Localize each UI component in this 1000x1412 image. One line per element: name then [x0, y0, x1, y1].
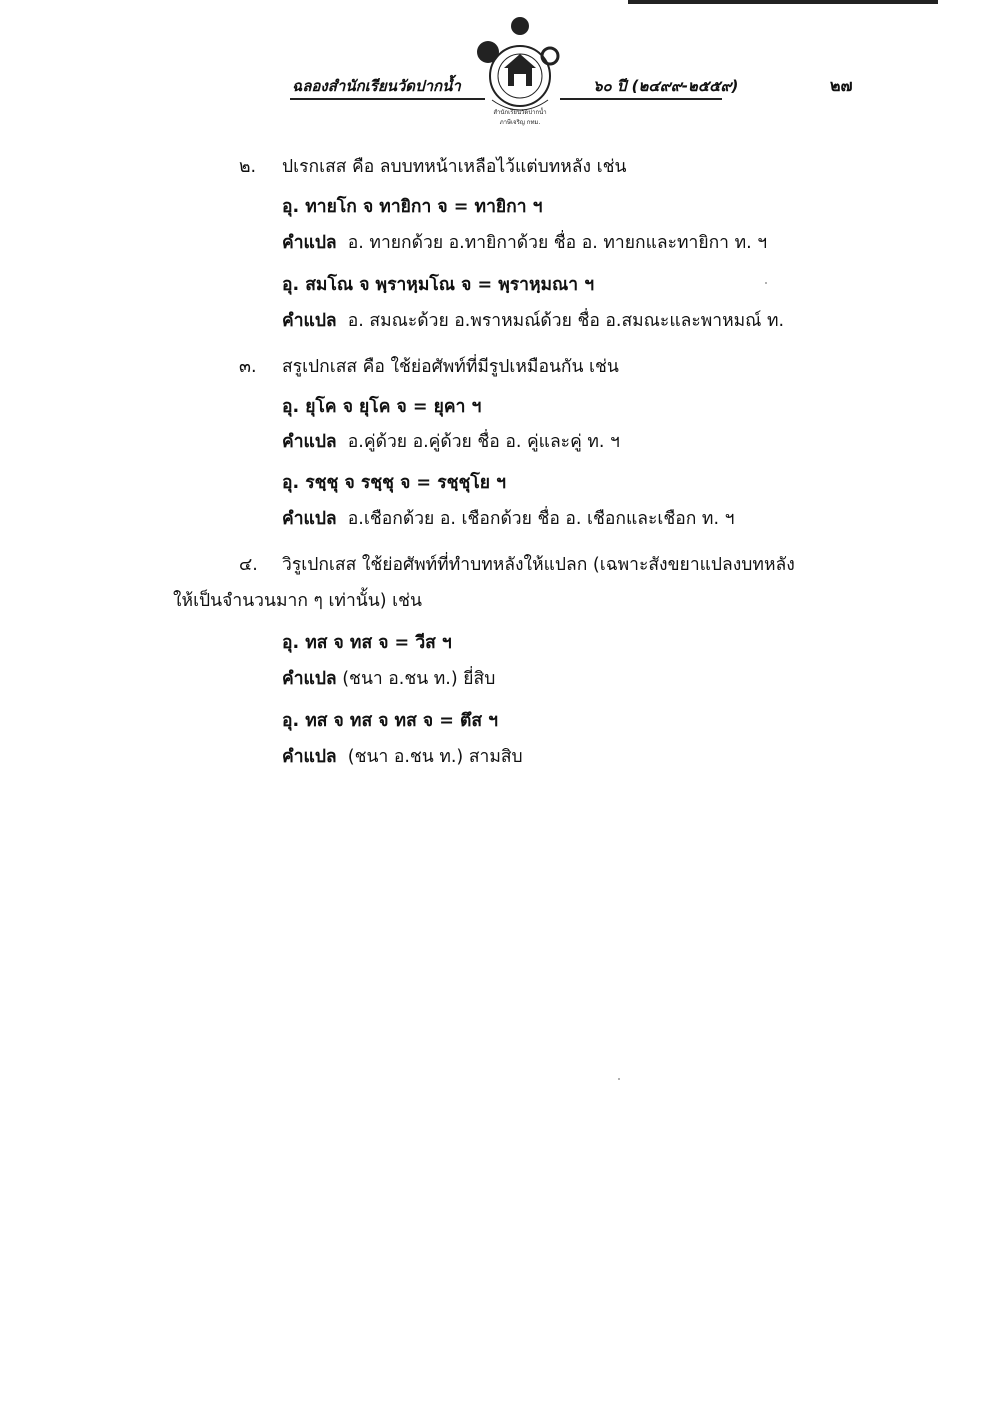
translation-label: คำแปล: [282, 669, 337, 689]
translation-label: คำแปล: [282, 432, 337, 452]
section-4-translation-1: [282, 668, 495, 690]
translation-text: อ.คู่ด้วย อ.คู่ด้วย ชื่อ อ. คู่และคู่ ท. ฯ: [347, 432, 620, 452]
section-3-translation-2: [282, 508, 734, 530]
section-3-translation-1: [282, 431, 620, 453]
logo-text-top: สำนักเรียนวัดปากน้ำ: [493, 109, 547, 116]
header-right-title: ๖๐ ปี (๒๔๙๙-๒๕๕๙): [593, 77, 739, 95]
section-3-number: ๓.: [239, 357, 257, 377]
section-4-heading-line-2: ให้เป็นจำนวนมาก ๆ เท่านั้น) เช่น: [173, 591, 422, 611]
scan-speck: [765, 282, 767, 284]
translation-label: คำแปล: [282, 233, 337, 253]
translation-label: คำแปล: [282, 311, 337, 331]
section-2-example-2: อุ. สมโณ จ พฺราหฺมโณ จ = พฺราหฺมณา ฯ: [282, 275, 595, 295]
section-2-example-1: อุ. ทายโก จ ทายิกา จ = ทายิกา ฯ: [282, 197, 543, 217]
section-4-translation-2: [282, 746, 523, 768]
translation-label: คำแปล: [282, 747, 337, 767]
page-number: ๒๗: [830, 76, 853, 95]
section-4-example-1: อุ. ทส จ ทส จ = วีส ฯ: [282, 633, 452, 653]
scan-speck: [618, 1078, 620, 1080]
section-2-heading: ปเรกเสส คือ ลบบทหน้าเหลือไว้แต่บทหลัง เช่น: [282, 157, 627, 177]
section-2-translation-1: [282, 232, 767, 254]
section-3-example-2: อุ. รชฺชุ จ รชฺชุ จ = รชฺชุโย ฯ: [282, 473, 506, 493]
section-4-example-2: อุ. ทส จ ทส จ ทส จ = ตึส ฯ: [282, 711, 498, 731]
section-2-translation-2: [282, 310, 784, 332]
section-4-number: ๔.: [239, 555, 258, 575]
translation-text: (ชนา อ.ชน ท.) สามสิบ: [347, 747, 523, 767]
header-left-title: ฉลองสำนักเรียนวัดปากน้ำ: [292, 77, 461, 95]
section-3-heading: สรูเปกเสส คือ ใช้ย่อศัพท์ที่มีรูปเหมือนกัน เช่น: [282, 357, 619, 377]
section-4-heading-line-1: วิรูเปกเสส ใช้ย่อศัพท์ที่ทำบทหลังให้แปลก (เฉพาะสังขยาแปลงบทหลัง: [282, 555, 795, 575]
top-edge-bar: [628, 0, 938, 4]
translation-text: (ชนา อ.ชน ท.) ยี่สิบ: [342, 669, 496, 689]
header-rule-left: [290, 98, 485, 100]
header-rule-right: [560, 98, 722, 100]
section-3-example-1: อุ. ยุโค จ ยุโค จ = ยุคา ฯ: [282, 397, 482, 417]
translation-text: อ.เชือกด้วย อ. เชือกด้วย ชื่อ อ. เชือกและเชือก ท. ฯ: [347, 509, 735, 529]
translation-text: อ. ทายกด้วย อ.ทายิกาด้วย ชื่อ อ. ทายกและทายิกา ท. ฯ: [347, 233, 768, 253]
translation-label: คำแปล: [282, 509, 337, 529]
logo-text-bottom: ภาษีเจริญ กทม.: [499, 119, 541, 126]
section-2-number: ๒.: [239, 157, 257, 177]
translation-text: อ. สมณะด้วย อ.พราหมณ์ด้วย ชื่อ อ.สมณะและพาหมณ์ ท.: [347, 311, 785, 331]
temple-seal-logo: [474, 16, 566, 128]
